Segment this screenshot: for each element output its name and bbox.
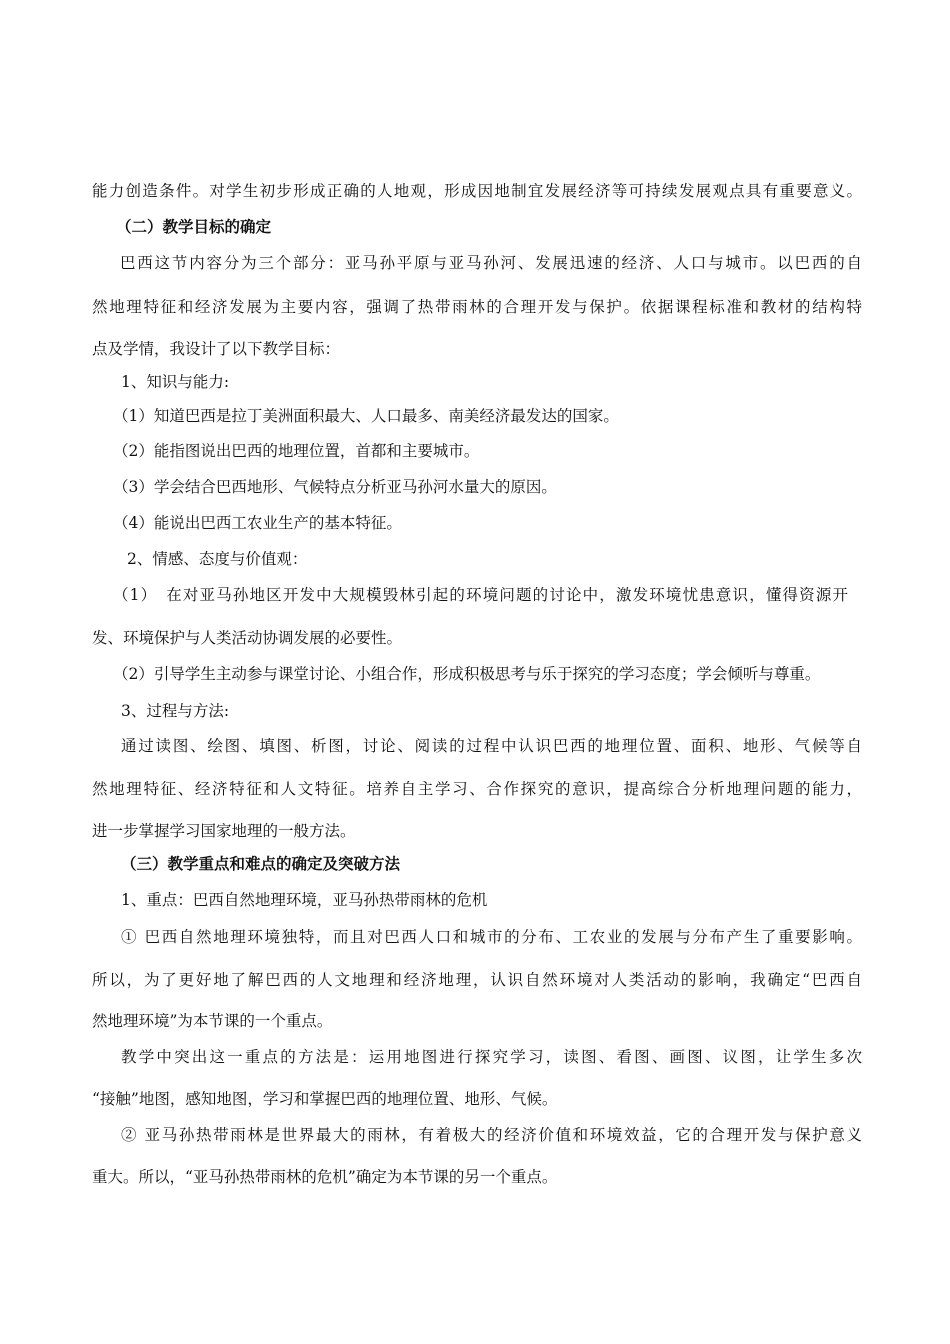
section-heading: （三）教学重点和难点的确定及突破方法 [121,854,401,873]
paragraph-line: 所以，为了更好地了解巴西的人文地理和经济地理，认识自然环境对人类活动的影响，我确定“巴西自 [92,971,862,989]
list-item-continued: 发、环境保护与人类活动协调发展的必要性。 [92,629,403,647]
paragraph-line: 然地理特征和经济发展为主要内容，强调了热带雨林的合理开发与保护。依据课程标准和教材的结构特 [92,298,862,316]
paragraph-line: 通过读图、绘图、填图、析图，讨论、阅读的过程中认识巴西的地理位置、面积、地形、气候等自 [121,737,862,755]
paragraph-line: 然地理特征、经济特征和人文特征。培养自主学习、合作探究的意识，提高综合分析地理问题的能力， [92,780,862,798]
paragraph-line: 重大。所以，“亚马孙热带雨林的危机”确定为本节课的另一个重点。 [92,1168,558,1186]
paragraph-line: 巴西这节内容分为三个部分：亚马孙平原与亚马孙河、发展迅速的经济、人口与城市。以巴西的自 [120,254,862,272]
section-heading: （二）教学目标的确定 [116,217,272,236]
list-heading: 3、过程与方法: [121,702,230,720]
paragraph-line: 点及学情，我设计了以下教学目标： [92,340,341,358]
paragraph-line: 能力创造条件。对学生初步形成正确的人地观，形成因地制宜发展经济等可持续发展观点具有重要意义。 [92,182,862,200]
list-item: （3）学会结合巴西地形、气候特点分析亚马孙河水量大的原因。 [113,478,557,496]
list-item: （1）知道巴西是拉丁美洲面积最大、人口最多、南美经济最发达的国家。 [113,407,619,425]
paragraph-line: “接触”地图，感知地图，学习和掌握巴西的地理位置、地形、气候。 [92,1090,558,1108]
list-heading: 2、情感、态度与价值观： [127,550,308,568]
list-heading: 1、知识与能力: [121,373,230,391]
paragraph-line: 教学中突出这一重点的方法是：运用地图进行探究学习，读图、看图、画图、议图，让学生多次 [121,1048,862,1066]
list-item: （4）能说出巴西工农业生产的基本特征。 [113,514,402,532]
paragraph-line: ② 亚马孙热带雨林是世界最大的雨林，有着极大的经济价值和环境效益，它的合理开发与保护意义 [121,1126,862,1144]
paragraph-line: 然地理环境”为本节课的一个重点。 [92,1012,333,1030]
list-item: （2）引导学生主动参与课堂讨论、小组合作，形成积极思考与乐于探究的学习态度；学会倾听与尊重。 [113,665,821,683]
list-heading: 1、重点：巴西自然地理环境，亚马孙热带雨林的危机 [121,891,488,909]
paragraph-line: ① 巴西自然地理环境独特，而且对巴西人口和城市的分布、工农业的发展与分布产生了重要影响。 [121,928,862,946]
list-item: （1） 在对亚马孙地区开发中大规模毁林引起的环境问题的讨论中，激发环境忧患意识，懂得资源开 [113,586,848,604]
list-item: （2）能指图说出巴西的地理位置，首都和主要城市。 [113,442,480,460]
paragraph-line: 进一步掌握学习国家地理的一般方法。 [92,822,356,840]
